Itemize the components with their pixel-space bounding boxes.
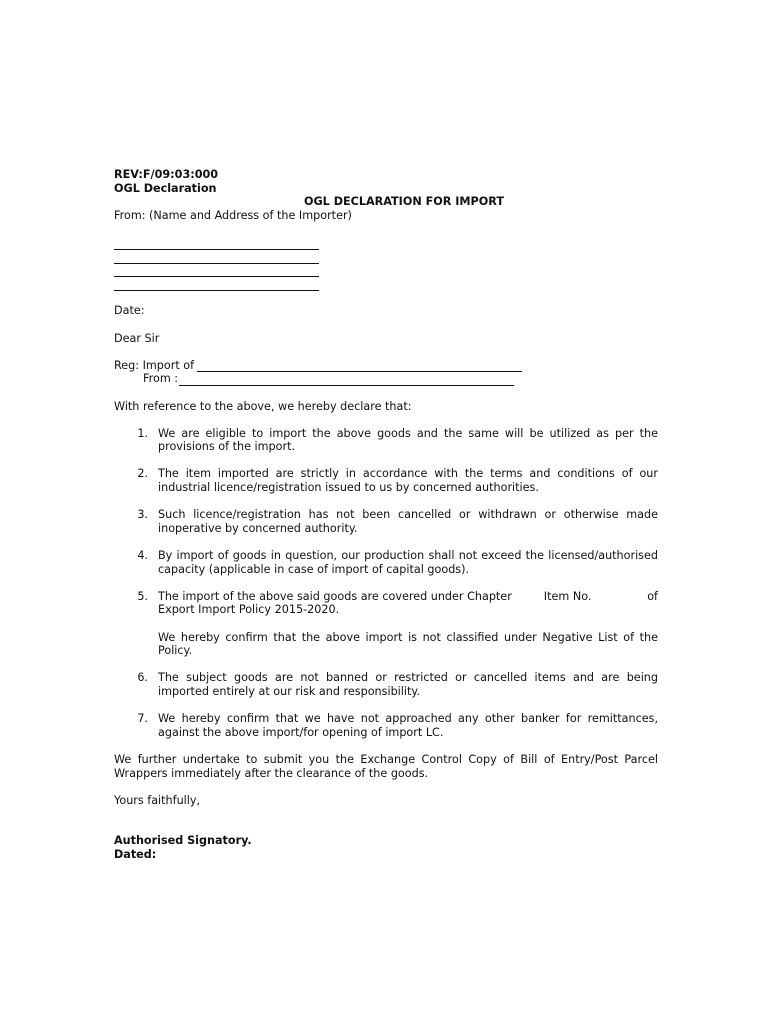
document-title: OGL DECLARATION FOR IMPORT xyxy=(303,195,505,209)
list-item: 6. The subject goods are not banned or restricted or cancelled items and are being imported entirely at our risk and responsibility. xyxy=(137,671,658,698)
revision-code: REV:F/09:03:000 xyxy=(114,168,219,181)
reg-import-label: Reg: Import of xyxy=(114,358,195,372)
yours-faithfully: Yours faithfully, xyxy=(114,793,201,807)
date-label: Date: xyxy=(114,304,145,318)
declaration-list-continued xyxy=(114,671,658,739)
address-blank-line xyxy=(114,264,319,278)
dated-label: Dated: xyxy=(114,847,157,861)
declaration-list xyxy=(114,427,658,617)
reg-from-label: From : xyxy=(143,372,179,386)
reg-from-blank xyxy=(179,374,514,386)
negative-list-paragraph: We hereby confirm that the above import is not classified under Negative List of the Policy. xyxy=(158,630,658,658)
address-blank-line xyxy=(114,236,319,250)
document-name: OGL Declaration xyxy=(114,181,217,195)
address-blank-lines xyxy=(114,236,658,290)
list-item: 2. The item imported are strictly in accordance with the terms and conditions of our industrial licence/registration issued to us by concerned authorities. xyxy=(137,467,658,495)
reg-import-row xyxy=(114,359,658,373)
undertaking-paragraph: We further undertake to submit you the Exchange Control Copy of Bill of Entry/Post Parcel Wrappers immediately after the clearance of the goods. xyxy=(114,752,658,780)
list-item: 3. Such licence/registration has not been cancelled or withdrawn or otherwise made inoperative by concerned authority. xyxy=(137,508,658,535)
chapter-line: The import of the above said goods are covered under Chapter Item No. of xyxy=(158,589,658,603)
intro-paragraph: With reference to the above, we hereby declare that: xyxy=(114,399,412,413)
list-item: 1. We are eligible to import the above goods and the same will be utilized as per the provisions of the import. xyxy=(137,426,658,454)
from-importer-label: From: (Name and Address of the Importer) xyxy=(114,208,352,222)
list-item: 5. The import of the above said goods are covered under Chapter Item No. of Export Import Policy 2015-2020. xyxy=(137,589,658,617)
list-item: 7. We hereby confirm that we have not approached any other banker for remittances, against the above import/for opening of import LC. xyxy=(137,712,658,739)
authorised-signatory: Authorised Signatory. xyxy=(114,834,252,848)
list-item: 4. By import of goods in question, our production shall not exceed the licensed/authorised capacity (applicable in case of import of capital goods). xyxy=(137,549,658,576)
address-blank-line xyxy=(114,277,319,291)
salutation: Dear Sir xyxy=(114,331,160,345)
document-page xyxy=(114,168,658,862)
reg-import-blank xyxy=(197,360,522,372)
address-blank-line xyxy=(114,250,319,264)
reg-from-row xyxy=(114,372,658,386)
